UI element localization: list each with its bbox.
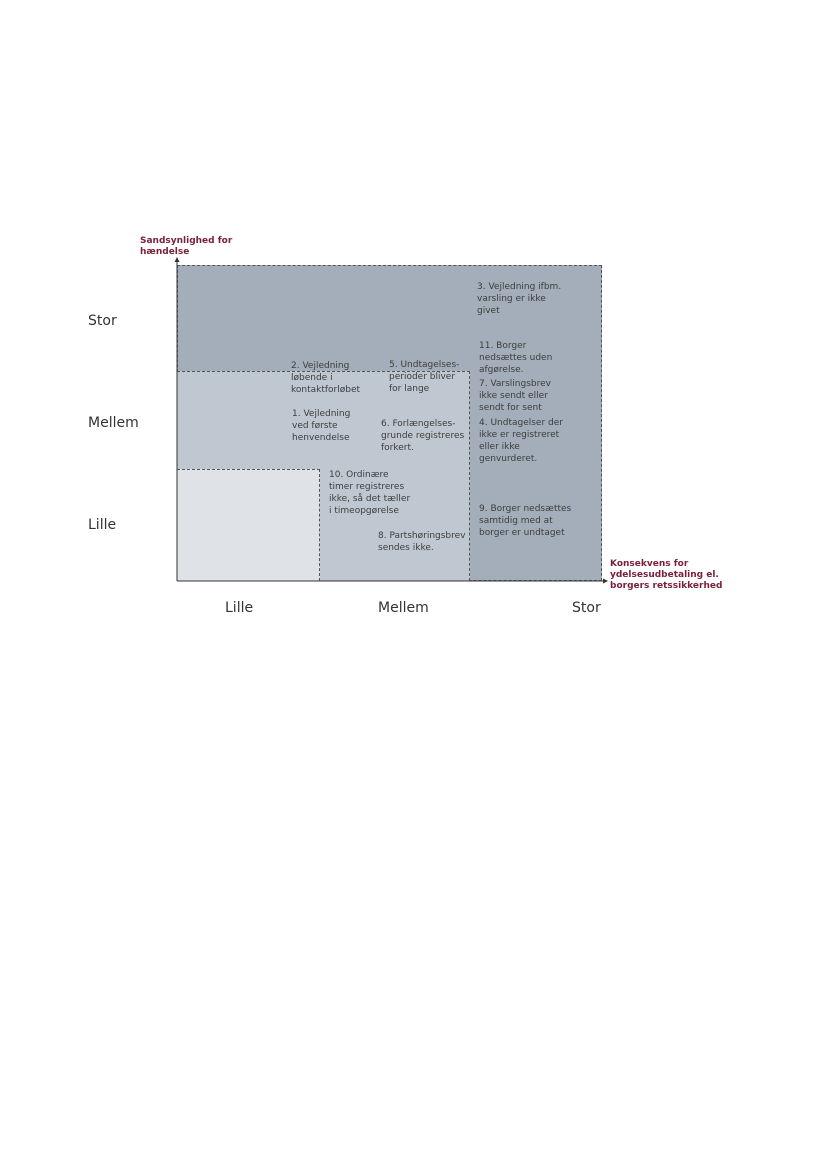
y-level-lille: Lille bbox=[88, 517, 117, 533]
risk-item-5: 5. Undtagelses- perioder bliver for lange bbox=[389, 360, 460, 394]
y-level-stor: Stor bbox=[88, 313, 117, 329]
risk-item-3: 3. Vejledning ifbm. varsling er ikke givet bbox=[477, 282, 562, 316]
risk-item-4: 4. Undtagelser der ikke er registreret eller ikke genvurderet. bbox=[479, 418, 563, 464]
risk-item-6: 6. Forlængelses- grunde registreres forkert. bbox=[381, 419, 465, 453]
y-axis-title: Sandsynlighed for hændelse bbox=[140, 236, 233, 257]
risk-item-7: 7. Varslingsbrev ikke sendt eller sendt for sent bbox=[479, 379, 551, 413]
risk-item-8: 8. Partshøringsbrev sendes ikke. bbox=[378, 531, 466, 553]
x-level-stor: Stor bbox=[572, 600, 601, 616]
x-axis-title: Konsekvens for ydelsesudbetaling el. borgers retssikkerhed bbox=[610, 559, 723, 591]
x-axis-arrow bbox=[603, 579, 608, 584]
risk-item-11: 11. Borger nedsættes uden afgørelse. bbox=[479, 341, 553, 375]
risk-item-2: 2. Vejledning løbende i kontaktforløbet bbox=[291, 361, 361, 395]
x-level-lille: Lille bbox=[225, 600, 254, 616]
risk-item-10: 10. Ordinære timer registreres ikke, så det tæller i timeopgørelse bbox=[329, 470, 411, 516]
x-level-mellem: Mellem bbox=[378, 600, 429, 616]
y-level-mellem: Mellem bbox=[88, 415, 139, 431]
risk-item-9: 9. Borger nedsættes samtidig med at borger er undtaget bbox=[479, 504, 572, 538]
risk-item-1: 1. Vejledning ved første henvendelse bbox=[292, 409, 351, 443]
